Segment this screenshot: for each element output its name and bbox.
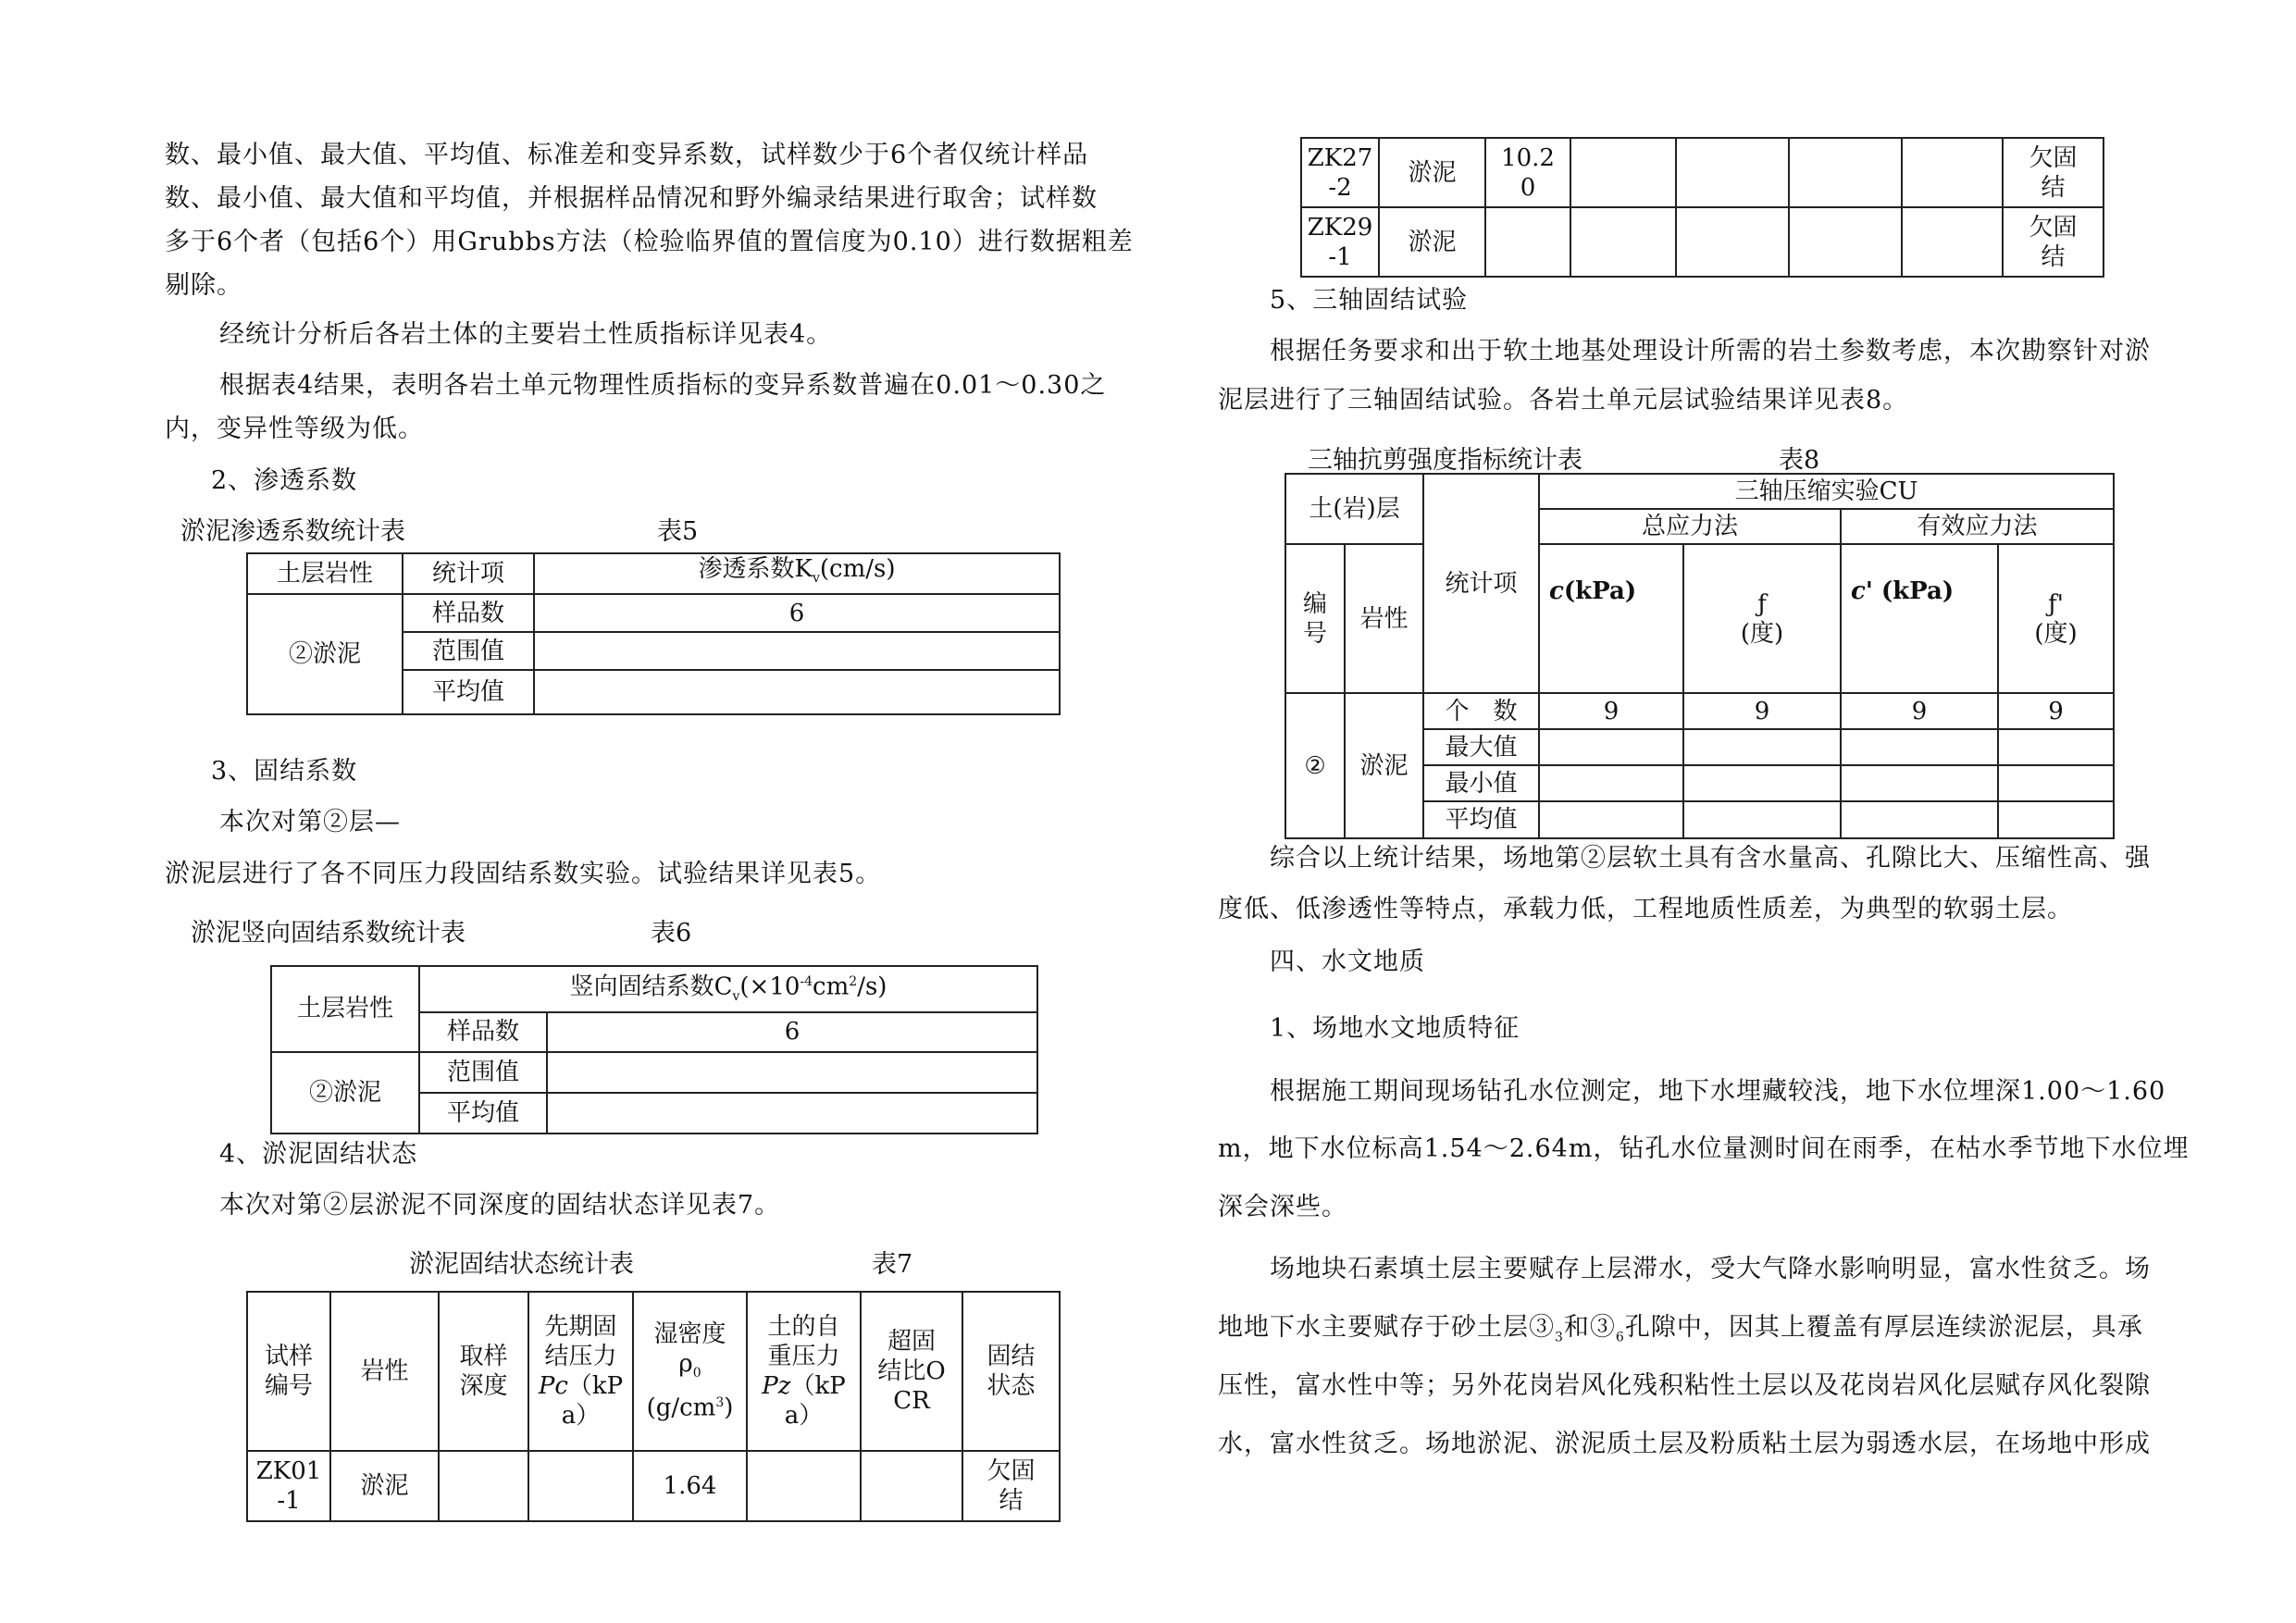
- t8-cell: [1998, 729, 2114, 765]
- t8-ce-symbol: c': [1851, 577, 1873, 605]
- para1-line1: 数、最小值、最大值、平均值、标准差和变异系数，试样数少于6个者仅统计样品: [165, 141, 1089, 169]
- para8-line1: 根据施工期间现场钻孔水位测定，地下水埋藏较浅，地下水位埋深1.00～1.60: [1270, 1077, 2166, 1106]
- table8-number: 表8: [1779, 446, 1820, 475]
- t7-row-rho: 1.64: [633, 1451, 747, 1521]
- para9-text: 地地下水主要赋存于砂土层③: [1218, 1313, 1555, 1342]
- t8-cell: [1683, 765, 1841, 801]
- t7-rho-unit: ): [724, 1394, 734, 1422]
- t7-row-id: ZK27 -2: [1301, 138, 1379, 207]
- t7-row-depth: 10.2 0: [1485, 138, 1570, 207]
- table5-number: 表5: [657, 517, 699, 546]
- t6-cv-exp: 2: [849, 974, 858, 989]
- t7-cell: [1570, 138, 1676, 207]
- para3-line2: 内，变异性等级为低。: [165, 415, 424, 443]
- t7-header-id: 试样 编号: [247, 1292, 330, 1451]
- t7-header-pz: [747, 1292, 861, 1451]
- t6-soil: ②淤泥: [271, 1052, 419, 1134]
- t5-header-soil: 土层岩性: [247, 553, 403, 594]
- t8-header-num: 编 号: [1285, 544, 1345, 693]
- t7-cell: [439, 1451, 528, 1521]
- t7-cell: [747, 1451, 861, 1521]
- t8-lith: 淤泥: [1345, 693, 1423, 838]
- t6-cv-label: 竖向固结系数C: [569, 973, 733, 1001]
- t8-cell: [1841, 729, 1998, 765]
- t8-cell: [1841, 765, 1998, 801]
- t7-row-state: 欠固 结: [2003, 207, 2104, 277]
- t8-header-c: [1539, 544, 1683, 693]
- para2: 经统计分析后各岩土体的主要岩土性质指标详见表4。: [219, 320, 833, 349]
- t7-header-lith: 岩性: [330, 1292, 439, 1451]
- t7-cell: [1902, 207, 2003, 277]
- para9-line4: 水，富水性贫乏。场地淤泥、淤泥质土层及粉质粘土层为弱透水层，在场地中形成: [1218, 1430, 2151, 1458]
- t7-row-lith: 淤泥: [1379, 138, 1485, 207]
- t8-header-total: 总应力法: [1539, 509, 1841, 544]
- t8-row-label: 平均值: [1423, 801, 1539, 838]
- t6-row-label: 样品数: [419, 1012, 547, 1052]
- t8-cell: [1683, 729, 1841, 765]
- table6-number: 表6: [651, 919, 692, 948]
- t7-cell: [528, 1451, 633, 1521]
- t7-rho-exp: 3: [715, 1395, 725, 1411]
- t6-header-soil: 土层岩性: [271, 966, 419, 1052]
- t7-row-lith: 淤泥: [1379, 207, 1485, 277]
- t6-cv-unit: cm: [813, 973, 850, 1001]
- table7-title: 淤泥固结状态统计表: [409, 1250, 634, 1279]
- t8-phie-symbol: ƒ': [2048, 589, 2064, 618]
- table5: [246, 552, 1061, 715]
- t7-cell: [1789, 207, 1902, 277]
- t7-rho-label: 湿密度: [653, 1320, 726, 1349]
- t5-perm-label: 渗透系数K: [698, 555, 813, 583]
- t8-cell: [1841, 801, 1998, 838]
- t8-row-label: 最大值: [1423, 729, 1539, 765]
- t8-phie-unit: (度): [2034, 619, 2078, 648]
- t8-header-ce: [1841, 544, 1998, 693]
- t5-header-item: 统计项: [403, 553, 534, 594]
- heading-silt-state: 4、淤泥固结状态: [219, 1140, 418, 1169]
- t8-row-label: 个 数: [1423, 693, 1539, 729]
- t5-perm-unit: (cm/s): [819, 555, 896, 583]
- t7-header-rho: [633, 1292, 747, 1451]
- t6-header-cv: [419, 966, 1037, 1012]
- para9-sub: 3: [1555, 1330, 1564, 1345]
- t7-cell: [1789, 138, 1902, 207]
- para1-line4: 剔除。: [165, 271, 242, 300]
- t7-cell: [1902, 138, 2003, 207]
- t6-cv-unit: (×10: [739, 973, 800, 1001]
- t7-pc-label: 先期固 结压力: [544, 1313, 617, 1370]
- para1-line2: 数、最小值、最大值和平均值，并根据样品情况和野外编录结果进行取舍；试样数: [165, 184, 1098, 213]
- t7-rho-unit: (g/cm: [646, 1394, 716, 1422]
- t8-phi-symbol: ƒ: [1757, 589, 1767, 618]
- para9-line3: 压性，富水性中等；另外花岗岩风化残积粘性土层以及花岗岩风化层赋存风化裂隙: [1218, 1371, 2151, 1400]
- t7-pc-unit: （kP a）: [561, 1372, 624, 1430]
- heading-triaxial: 5、三轴固结试验: [1270, 286, 1469, 315]
- t7-header-pc: [528, 1292, 633, 1451]
- t6-cv-sub: v: [732, 988, 740, 1004]
- para9-line2: [1218, 1309, 2143, 1356]
- t8-header-lith: 岩性: [1345, 544, 1423, 693]
- t5-cell: [534, 632, 1060, 670]
- t7-rho-sub: 0: [692, 1366, 701, 1381]
- para5: 本次对第②层淤泥不同深度的固结状态详见表7。: [219, 1191, 781, 1220]
- t5-soil: ②淤泥: [247, 594, 403, 714]
- t8-row-label: 最小值: [1423, 765, 1539, 801]
- t8-cell: [1539, 801, 1683, 838]
- t8-header-stat: 统计项: [1423, 474, 1539, 693]
- t7-header-depth: 取样 深度: [439, 1292, 528, 1451]
- para7-line1: 综合以上统计结果，场地第②层软土具有含水量高、孔隙比大、压缩性高、强: [1270, 844, 2151, 873]
- t7-pz-unit: （kP a）: [784, 1372, 846, 1430]
- t7-cell: [861, 1451, 962, 1521]
- t6-cell: [547, 1052, 1037, 1093]
- heading-hydrogeology: 四、水文地质: [1270, 948, 1425, 976]
- heading-permeability: 2、渗透系数: [211, 466, 358, 495]
- para4-line2: 淤泥层进行了各不同压力段固结系数实验。试验结果详见表5。: [165, 860, 882, 888]
- t7-row-id: ZK01 -1: [247, 1451, 330, 1521]
- t7-header-state: 固结 状态: [962, 1292, 1060, 1451]
- table7-number: 表7: [872, 1250, 913, 1279]
- para4-line1: 本次对第②层—: [219, 808, 401, 836]
- t7-header-ocr: 超固 结比O CR: [861, 1292, 962, 1451]
- table6-title: 淤泥竖向固结系数统计表: [191, 919, 465, 948]
- t8-count: 9: [1841, 693, 1998, 729]
- t6-count: 6: [547, 1012, 1037, 1052]
- t8-c-unit: (kPa): [1563, 577, 1637, 605]
- heading-consolidation: 3、固结系数: [211, 757, 358, 786]
- t8-cell: [1998, 801, 2114, 838]
- para8-line2: m，地下水位标高1.54～2.64m，钻孔水位量测时间在雨季，在枯水季节地下水位埋: [1218, 1134, 2190, 1163]
- table5-title: 淤泥渗透系数统计表: [180, 517, 405, 546]
- t8-cell: [1539, 729, 1683, 765]
- t7-pc-symbol: Pc: [538, 1372, 568, 1400]
- t8-header-layer: 土(岩)层: [1285, 474, 1423, 544]
- para7-line2: 度低、低渗透性等特点，承载力低，工程地质性质差，为典型的软弱土层。: [1218, 895, 2073, 923]
- t5-row-label: 范围值: [403, 632, 534, 670]
- t7-cell: [1676, 138, 1789, 207]
- t7-rho-symbol: ρ: [678, 1350, 693, 1379]
- t7-row-lith: 淤泥: [330, 1451, 439, 1521]
- para8-line3: 深会深些。: [1218, 1193, 1347, 1221]
- t5-count: 6: [534, 594, 1060, 632]
- para9-line1: 场地块石素填土层主要赋存上层滞水，受大气降水影响明显，富水性贫乏。场: [1270, 1255, 2151, 1283]
- para6-line2: 泥层进行了三轴固结试验。各岩土单元层试验结果详见表8。: [1218, 386, 1909, 415]
- table8: [1285, 473, 2115, 839]
- t8-cell: [1998, 765, 2114, 801]
- t7-row-state: 欠固 结: [962, 1451, 1060, 1521]
- table7: [246, 1291, 1061, 1522]
- t8-header-test: 三轴压缩实验CU: [1539, 474, 2114, 509]
- t6-cv-unit: /s): [857, 973, 887, 1001]
- t7-row-state: 欠固 结: [2003, 138, 2104, 207]
- t7-pz-label: 土的自 重压力: [767, 1313, 840, 1370]
- table6: [270, 965, 1038, 1134]
- t8-num: ②: [1285, 693, 1345, 838]
- t5-row-label: 平均值: [403, 670, 534, 714]
- t6-row-label: 范围值: [419, 1052, 547, 1093]
- t6-cell: [547, 1093, 1037, 1134]
- t7-cell: [1570, 207, 1676, 277]
- t7-pz-symbol: Pz: [762, 1372, 791, 1400]
- t8-header-effective: 有效应力法: [1841, 509, 2114, 544]
- t7-row-id: ZK29 -1: [1301, 207, 1379, 277]
- t8-header-phi: [1683, 544, 1841, 693]
- t8-c-symbol: c: [1549, 577, 1564, 605]
- t5-row-label: 样品数: [403, 594, 534, 632]
- t8-count: 9: [1998, 693, 2114, 729]
- t6-row-label: 平均值: [419, 1093, 547, 1134]
- t8-count: 9: [1683, 693, 1841, 729]
- t8-cell: [1683, 801, 1841, 838]
- heading-site-hydro: 1、场地水文地质特征: [1270, 1014, 1520, 1043]
- t8-cell: [1539, 765, 1683, 801]
- t5-header-perm: [534, 553, 1060, 594]
- para1-line3: 多于6个者（包括6个）用Grubbs方法（检验临界值的置信度为0.10）进行数据粗差: [165, 228, 1134, 256]
- t5-cell: [534, 670, 1060, 714]
- t8-count: 9: [1539, 693, 1683, 729]
- t8-ce-unit: (kPa): [1872, 577, 1955, 605]
- t8-phi-unit: (度): [1740, 619, 1784, 648]
- t5-perm-sub: v: [812, 571, 820, 587]
- para3-line1: 根据表4结果，表明各岩土单元物理性质指标的变异系数普遍在0.01～0.30之: [219, 371, 1107, 400]
- para9-text: 和③: [1563, 1313, 1616, 1342]
- t7-row-depth: [1485, 207, 1570, 277]
- t8-header-phie: [1998, 544, 2114, 693]
- table7-continued: [1300, 137, 2104, 278]
- para6-line1: 根据任务要求和出于软土地基处理设计所需的岩土参数考虑，本次勘察针对淤: [1270, 337, 2151, 365]
- t6-cv-exp: -4: [800, 974, 813, 989]
- table8-title: 三轴抗剪强度指标统计表: [1308, 446, 1582, 475]
- t7-cell: [1676, 207, 1789, 277]
- para9-text: 孔隙中，因其上覆盖有厚层连续淤泥层，具承: [1624, 1313, 2143, 1342]
- para9-sub: 6: [1615, 1330, 1625, 1345]
